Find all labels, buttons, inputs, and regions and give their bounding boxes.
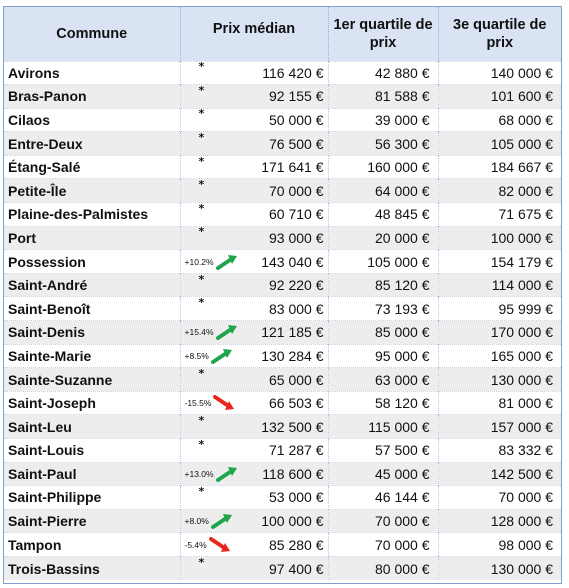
table-row: [4, 556, 561, 580]
table-body: [4, 61, 561, 580]
table-row: [4, 462, 561, 486]
header-q1: 1er quartile de prix: [328, 7, 438, 61]
q3-cell: 71 675 €: [438, 203, 561, 227]
median-value: 71 287 €: [269, 442, 324, 459]
commune-cell: Tampon: [4, 533, 180, 557]
q1-cell: 160 000 €: [328, 155, 438, 179]
q1-cell: 64 000 €: [328, 179, 438, 203]
q1-cell: 58 120 €: [328, 391, 438, 415]
table-row: [4, 250, 561, 274]
q3-cell: 101 600 €: [438, 85, 561, 109]
median-value: 53 000 €: [269, 489, 324, 506]
asterisk-marker: *: [198, 556, 205, 570]
trend-up-arrow-icon: [216, 466, 238, 482]
median-indicator: [185, 346, 247, 366]
median-cell: [180, 155, 328, 179]
table-row: [4, 533, 561, 557]
change-percent: -5.4%: [184, 539, 207, 550]
table-header: [4, 7, 561, 61]
change-percent: +8.5%: [184, 350, 209, 361]
median-indicator: [185, 178, 247, 201]
median-indicator: [185, 275, 247, 295]
commune-cell: Bras-Panon: [4, 85, 180, 109]
q1-cell: 46 144 €: [328, 486, 438, 510]
asterisk-marker: *: [198, 226, 205, 239]
q1-cell: 95 000 €: [328, 344, 438, 368]
table-row: [4, 391, 561, 415]
asterisk-marker: *: [198, 485, 205, 498]
q3-cell: 140 000 €: [438, 61, 561, 85]
q3-cell: 184 667 €: [438, 155, 561, 179]
median-indicator: [185, 296, 247, 319]
commune-cell: Saint-Pierre: [4, 509, 180, 533]
q1-cell: 105 000 €: [328, 250, 438, 274]
asterisk-marker: *: [198, 178, 205, 192]
q3-cell: 83 332 €: [438, 439, 561, 463]
asterisk-marker: *: [198, 155, 205, 168]
change-percent: +13.0%: [184, 468, 214, 479]
q1-cell: 56 300 €: [328, 132, 438, 156]
median-value: 97 400 €: [269, 560, 324, 577]
median-indicator: [185, 204, 247, 224]
table-row: [4, 108, 561, 132]
asterisk-marker: *: [198, 367, 205, 381]
price-table-container: [3, 6, 562, 584]
median-value: 50 000 €: [269, 111, 324, 128]
commune-cell: Petite-Île: [4, 179, 180, 203]
median-value: 60 710 €: [269, 206, 324, 223]
commune-cell: Saint-Leu: [4, 415, 180, 439]
table-row: [4, 203, 561, 227]
commune-cell: Saint-Joseph: [4, 391, 180, 415]
median-cell: [180, 509, 328, 533]
change-percent: +15.4%: [184, 327, 214, 338]
median-cell: [180, 108, 328, 132]
median-indicator: [185, 414, 247, 437]
q3-cell: 105 000 €: [438, 132, 561, 156]
median-indicator: [185, 511, 247, 531]
header-commune: Commune: [56, 25, 128, 42]
trend-up-arrow-icon: [211, 348, 233, 364]
median-indicator: [185, 440, 247, 460]
q1-cell: 80 000 €: [328, 556, 438, 580]
median-indicator: [185, 464, 247, 484]
table-row: [4, 439, 561, 463]
median-indicator: [185, 63, 247, 83]
q1-cell: 115 000 €: [328, 415, 438, 439]
median-value: 121 185 €: [261, 324, 324, 341]
median-indicator: [185, 131, 247, 154]
q3-cell: 114 000 €: [438, 273, 561, 297]
q3-cell: 154 179 €: [438, 250, 561, 274]
commune-cell: Saint-Denis: [4, 321, 180, 345]
q3-cell: 130 000 €: [438, 556, 561, 580]
table-row: [4, 155, 561, 179]
median-indicator: [185, 322, 247, 342]
q3-cell: 98 000 €: [438, 533, 561, 557]
q1-cell: 70 000 €: [328, 533, 438, 557]
table-row: [4, 61, 561, 85]
q1-cell: 57 500 €: [328, 439, 438, 463]
median-cell: [180, 203, 328, 227]
commune-cell: Saint-Louis: [4, 439, 180, 463]
table-row: [4, 415, 561, 439]
q3-cell: 130 000 €: [438, 368, 561, 392]
table-row: [4, 321, 561, 345]
median-cell: [180, 462, 328, 486]
median-value: 130 284 €: [261, 347, 324, 364]
median-cell: [180, 250, 328, 274]
trend-down-arrow-icon: [213, 395, 235, 411]
change-percent: +8.0%: [184, 516, 209, 527]
asterisk-marker: *: [198, 108, 205, 121]
asterisk-marker: *: [198, 61, 205, 74]
asterisk-marker: *: [198, 84, 205, 97]
q1-cell: 63 000 €: [328, 368, 438, 392]
median-value: 100 000 €: [261, 513, 324, 530]
change-percent: -15.5%: [184, 398, 212, 409]
median-cell: [180, 344, 328, 368]
price-table: [4, 7, 561, 580]
commune-cell: Avirons: [4, 61, 180, 85]
trend-down-arrow-icon: [209, 537, 231, 553]
q1-cell: 42 880 €: [328, 61, 438, 85]
q1-cell: 39 000 €: [328, 108, 438, 132]
table-row: [4, 226, 561, 250]
median-cell: [180, 132, 328, 156]
median-indicator: [185, 86, 247, 106]
median-value: 118 600 €: [262, 465, 324, 482]
median-value: 116 420 €: [262, 64, 324, 81]
q3-cell: 82 000 €: [438, 179, 561, 203]
median-indicator: [185, 110, 247, 130]
median-indicator: [185, 228, 247, 248]
median-value: 66 503 €: [269, 395, 324, 412]
header-q3: 3e quartile de prix: [438, 7, 561, 61]
table-row: [4, 509, 561, 533]
median-value: 171 641 €: [261, 159, 324, 176]
q3-cell: 95 999 €: [438, 297, 561, 321]
median-cell: [180, 486, 328, 510]
commune-cell: Saint-Philippe: [4, 486, 180, 510]
header-row: [4, 7, 561, 61]
median-cell: [180, 297, 328, 321]
commune-cell: Cilaos: [4, 108, 180, 132]
median-indicator: [185, 252, 247, 272]
median-value: 93 000 €: [269, 229, 324, 246]
change-percent: +10.2%: [184, 256, 214, 267]
median-value: 76 500 €: [269, 135, 324, 152]
median-cell: [180, 368, 328, 392]
table-row: [4, 297, 561, 321]
median-value: 132 500 €: [261, 418, 324, 435]
median-cell: [180, 415, 328, 439]
q1-cell: 20 000 €: [328, 226, 438, 250]
median-cell: [180, 273, 328, 297]
median-cell: [180, 85, 328, 109]
median-indicator: [185, 487, 247, 507]
median-value: 92 155 €: [269, 88, 324, 105]
median-cell: [180, 321, 328, 345]
median-cell: [180, 533, 328, 557]
commune-cell: Étang-Salé: [4, 155, 180, 179]
q3-cell: 68 000 €: [438, 108, 561, 132]
median-cell: [180, 439, 328, 463]
median-cell: [180, 556, 328, 580]
median-cell: [180, 391, 328, 415]
median-value: 85 280 €: [269, 536, 324, 553]
table-row: [4, 132, 561, 156]
q1-cell: 70 000 €: [328, 509, 438, 533]
trend-up-arrow-icon: [216, 254, 238, 270]
commune-cell: Sainte-Marie: [4, 344, 180, 368]
median-indicator: [185, 393, 247, 413]
asterisk-marker: *: [198, 202, 205, 215]
median-cell: [180, 179, 328, 203]
q3-cell: 100 000 €: [438, 226, 561, 250]
q3-cell: 165 000 €: [438, 344, 561, 368]
median-indicator: [185, 157, 247, 177]
q3-cell: 157 000 €: [438, 415, 561, 439]
commune-cell: Saint-Benoît: [4, 297, 180, 321]
table-row: [4, 368, 561, 392]
commune-cell: Trois-Bassins: [4, 556, 180, 580]
commune-cell: Possession: [4, 250, 180, 274]
median-value: 92 220 €: [269, 277, 324, 294]
commune-cell: Saint-Paul: [4, 462, 180, 486]
median-value: 70 000 €: [269, 182, 324, 199]
asterisk-marker: *: [198, 131, 205, 145]
commune-cell: Plaine-des-Palmistes: [4, 203, 180, 227]
q1-cell: 73 193 €: [328, 297, 438, 321]
median-cell: [180, 226, 328, 250]
trend-up-arrow-icon: [216, 324, 238, 340]
commune-cell: Entre-Deux: [4, 132, 180, 156]
median-value: 65 000 €: [269, 371, 324, 388]
commune-cell: Port: [4, 226, 180, 250]
asterisk-marker: *: [198, 273, 205, 286]
asterisk-marker: *: [198, 414, 205, 428]
asterisk-marker: *: [198, 438, 205, 451]
q1-cell: 45 000 €: [328, 462, 438, 486]
median-indicator: [185, 535, 247, 555]
trend-up-arrow-icon: [211, 513, 233, 529]
q3-cell: 142 500 €: [438, 462, 561, 486]
q3-cell: 170 000 €: [438, 321, 561, 345]
asterisk-marker: *: [198, 296, 205, 310]
table-row: [4, 273, 561, 297]
median-value: 83 000 €: [269, 300, 324, 317]
q1-cell: 48 845 €: [328, 203, 438, 227]
q3-cell: 128 000 €: [438, 509, 561, 533]
commune-cell: Saint-André: [4, 273, 180, 297]
table-row: [4, 179, 561, 203]
q3-cell: 70 000 €: [438, 486, 561, 510]
median-value: 143 040 €: [261, 253, 324, 270]
median-indicator: [185, 556, 247, 579]
q1-cell: 85 120 €: [328, 273, 438, 297]
header-median: Prix médian: [180, 7, 328, 61]
commune-cell: Sainte-Suzanne: [4, 368, 180, 392]
table-row: [4, 344, 561, 368]
table-row: [4, 85, 561, 109]
q1-cell: 81 588 €: [328, 85, 438, 109]
table-row: [4, 486, 561, 510]
median-cell: [180, 61, 328, 85]
q3-cell: 81 000 €: [438, 391, 561, 415]
q1-cell: 85 000 €: [328, 321, 438, 345]
median-indicator: [185, 367, 247, 390]
